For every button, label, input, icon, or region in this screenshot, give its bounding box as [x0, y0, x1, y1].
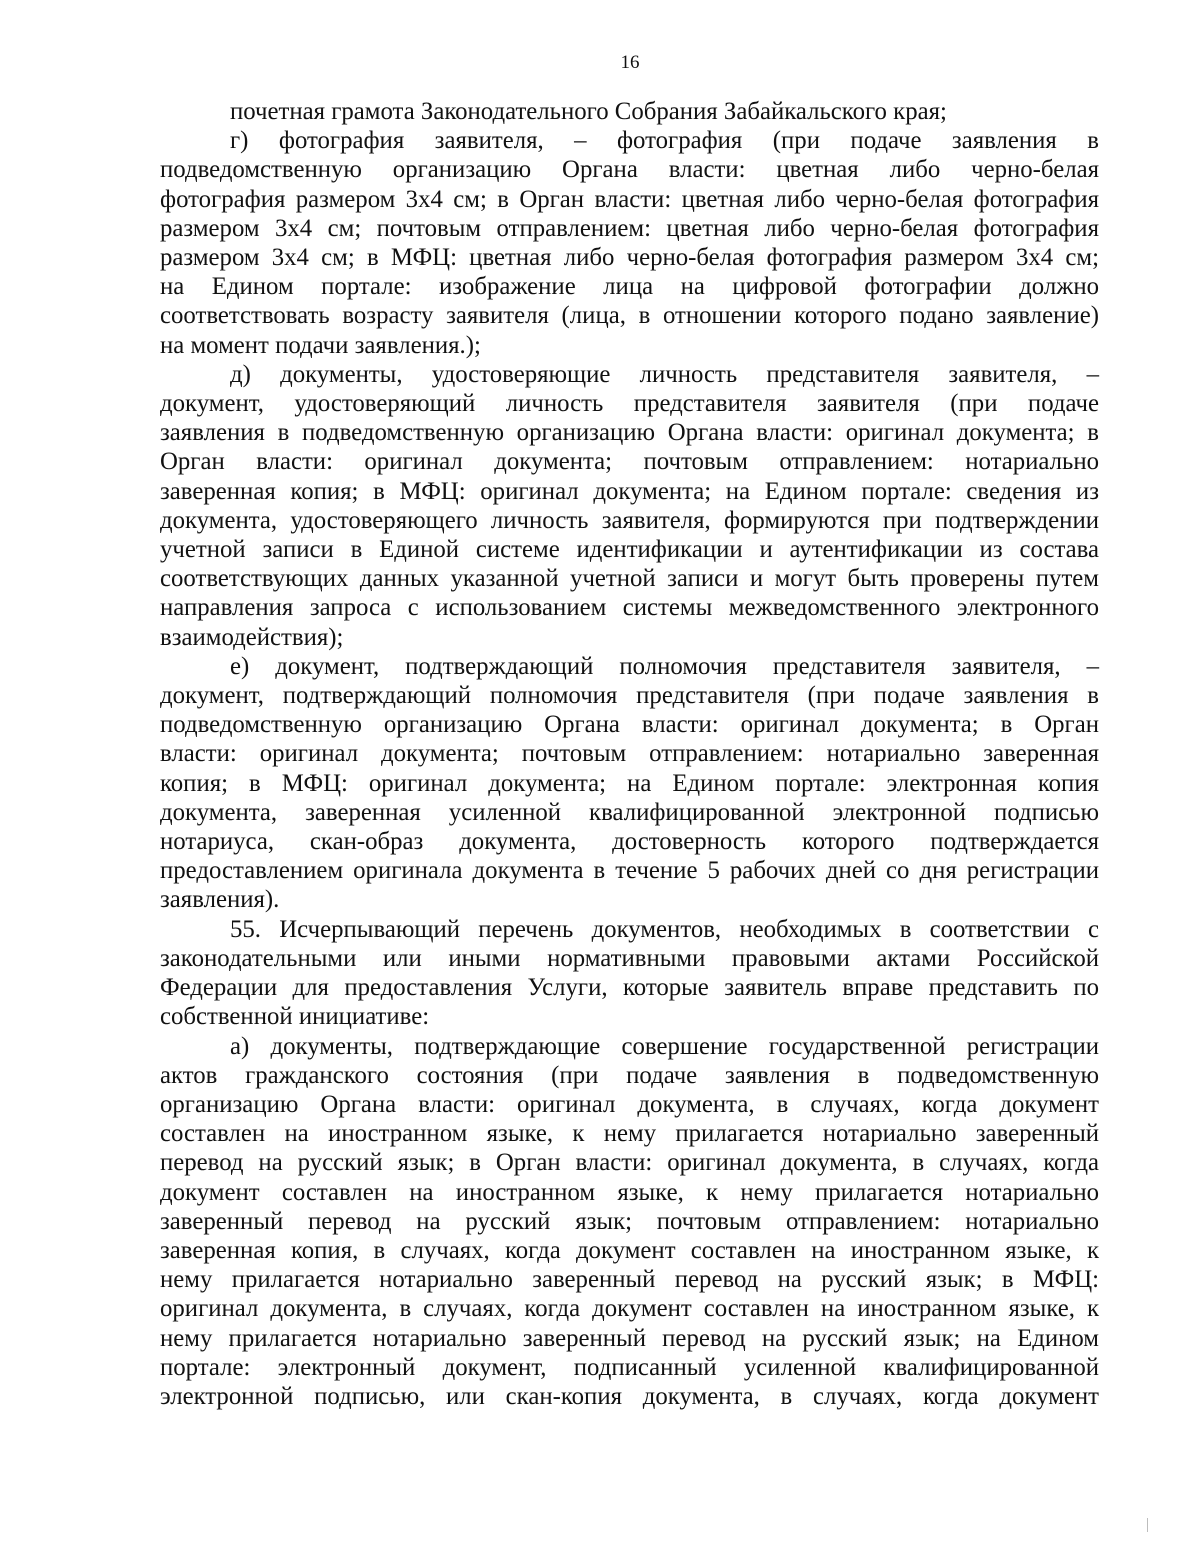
page-number: 16: [620, 52, 640, 73]
paragraph-p3: [160, 652, 1099, 915]
text-line: взаимодействия);: [160, 623, 344, 651]
text-line: заявления).: [160, 886, 280, 914]
text-line: подведомственную организацию Органа власти: оригинал документа; в Орган: [160, 711, 1099, 739]
text-line: заверенная копия, в случаях, когда документ составлен на иностранном языке, к: [160, 1236, 1099, 1264]
text-line: нотариуса, скан-образ документа, достоверность которого подтверждается: [160, 828, 1099, 856]
text-line: составлен на иностранном языке, к нему прилагается нотариально заверенный: [160, 1120, 1099, 1148]
text-line: организацию Органа власти: оригинал документа, в случаях, когда документ: [160, 1090, 1099, 1118]
text-line: е) документ, подтверждающий полномочия представителя заявителя, –: [230, 652, 1099, 680]
text-line: портале: электронный документ, подписанный усиленной квалифицированной: [160, 1353, 1099, 1381]
text-line: соответствовать возрасту заявителя (лица, в отношении которого подано заявление): [160, 302, 1099, 330]
text-line: фотография размером 3х4 см; в Орган власти: цветная либо черно-белая фотография: [160, 185, 1099, 213]
text-line: на момент подачи заявления.);: [160, 331, 481, 359]
text-line: собственной инициативе:: [160, 1003, 430, 1031]
paragraph-p4: [160, 915, 1099, 1032]
paragraph-p5: [160, 1032, 1099, 1412]
text-line: г) фотография заявителя, – фотография (при подаче заявления в: [230, 127, 1099, 155]
text-line: нему прилагается нотариально заверенный перевод на русский язык; в МФЦ:: [160, 1266, 1099, 1294]
paragraph-p2: [160, 360, 1099, 652]
text-line: заверенный перевод на русский язык; почтовым отправлением: нотариально: [160, 1207, 1099, 1235]
paragraph-p0: [160, 97, 1099, 126]
text-line: копия; в МФЦ: оригинал документа; на Едином портале: электронная копия: [160, 769, 1099, 797]
text-line: учетной записи в Единой системе идентификации и аутентификации из состава: [160, 536, 1099, 564]
text-line: Орган власти: оригинал документа; почтовым отправлением: нотариально: [160, 448, 1099, 476]
text-line: перевод на русский язык; в Орган власти: оригинал документа, в случаях, когда: [160, 1149, 1099, 1177]
text-line: электронной подписью, или скан-копия документа, в случаях, когда документ: [160, 1382, 1099, 1410]
text-line: размером 3х4 см; в МФЦ: цветная либо черно-белая фотография размером 3х4 см;: [160, 244, 1099, 272]
text-line: заверенная копия; в МФЦ: оригинал документа; на Едином портале: сведения из: [160, 477, 1099, 505]
text-line: документ составлен на иностранном языке, к нему прилагается нотариально: [160, 1178, 1099, 1206]
text-line: почетная грамота Законодательного Собрания Забайкальского края;: [230, 98, 947, 125]
text-line: соответствующих данных указанной учетной записи и могут быть проверены путем: [160, 565, 1099, 593]
text-line: 55. Исчерпывающий перечень документов, необходимых в соответствии с: [230, 915, 1099, 943]
text-line: документа, заверенная усиленной квалифицированной электронной подписью: [160, 798, 1099, 826]
text-line: документа, удостоверяющего личность заявителя, формируются при подтверждении: [160, 506, 1099, 534]
text-line: на Едином портале: изображение лица на цифровой фотографии должно: [160, 273, 1099, 301]
text-line: предоставлением оригинала документа в течение 5 рабочих дней со дня регистрации: [160, 857, 1099, 885]
text-line: документ, удостоверяющий личность представителя заявителя (при подаче: [160, 390, 1099, 418]
text-line: заявления в подведомственную организацию Органа власти: оригинал документа; в: [160, 419, 1099, 447]
text-line: Федерации для предоставления Услуги, которые заявитель вправе представить по: [160, 974, 1099, 1002]
document-body: [160, 97, 1099, 1411]
scan-artifact-mark: [1147, 1518, 1148, 1532]
text-line: оригинал документа, в случаях, когда документ составлен на иностранном языке, к: [160, 1295, 1099, 1323]
text-line: нему прилагается нотариально заверенный перевод на русский язык; на Едином: [160, 1324, 1099, 1352]
text-line: актов гражданского состояния (при подаче заявления в подведомственную: [160, 1061, 1099, 1089]
text-line: подведомственную организацию Органа власти: цветная либо черно-белая: [160, 156, 1099, 184]
text-line: власти: оригинал документа; почтовым отправлением: нотариально заверенная: [160, 740, 1099, 768]
text-line: д) документы, удостоверяющие личность представителя заявителя, –: [230, 360, 1099, 388]
text-line: размером 3х4 см; почтовым отправлением: цветная либо черно-белая фотография: [160, 214, 1099, 242]
text-line: а) документы, подтверждающие совершение государственной регистрации: [230, 1032, 1099, 1060]
text-line: документ, подтверждающий полномочия представителя (при подаче заявления в: [160, 682, 1099, 710]
text-line: законодательными или иными нормативными правовыми актами Российской: [160, 944, 1099, 972]
text-line: направления запроса с использованием системы межведомственного электронного: [160, 594, 1099, 622]
paragraph-p1: [160, 126, 1099, 360]
